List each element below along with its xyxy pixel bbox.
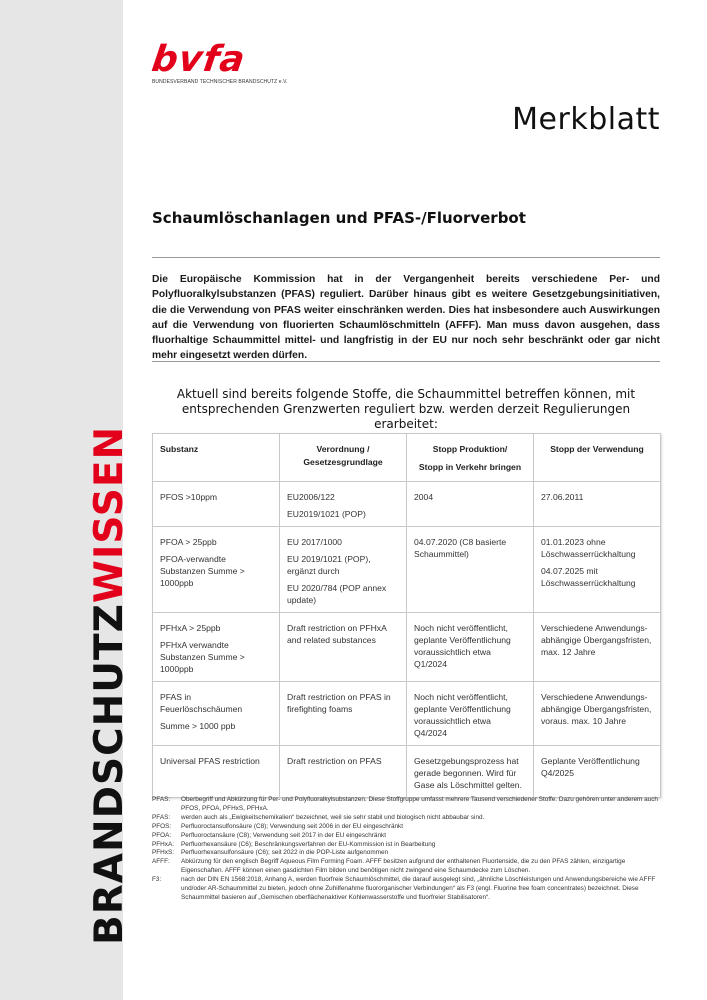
table-row — [153, 527, 661, 613]
footnote-text: Perfluoroctansäure (C8); Verwendung seit 2017 in der EU eingeschränkt — [181, 831, 386, 839]
header-verordnung-line2: Gesetzesgrundlage — [303, 457, 383, 467]
cell-verordnung — [280, 746, 407, 798]
cell-verordnung — [280, 682, 407, 746]
logo-wordmark: bvfa — [149, 39, 249, 80]
cell-verordnung — [280, 527, 407, 613]
cell-verwendung — [534, 746, 661, 798]
cell-text: PFOA-verwandte Substanzen Summe > 1000ppb — [160, 554, 245, 588]
footnote — [152, 796, 664, 814]
footnote — [152, 823, 664, 832]
cell-verwendung — [534, 613, 661, 682]
cell-substanz — [153, 527, 280, 613]
cell-verwendung — [534, 482, 661, 527]
cell-text: PFHxA verwandte Substanzen Summe > 1000ppb — [160, 640, 245, 674]
cell-text: EU 2017/1000 — [287, 537, 342, 547]
cell-substanz — [153, 613, 280, 682]
cell-text: EU2006/122 — [287, 492, 335, 502]
sidebar-title-dark: BRANDSCHUTZ — [87, 603, 132, 945]
cell-text: PFHxA > 25ppb — [160, 623, 221, 633]
divider-top — [152, 257, 660, 258]
document-title: Schaumlöschanlagen und PFAS-/Fluorverbot — [152, 209, 526, 227]
cell-text: 27.06.2011 — [541, 492, 584, 502]
footnotes — [152, 796, 664, 903]
header-produktion-line1: Stopp Produktion/ — [432, 444, 508, 454]
header-verordnung-line1: Verordnung / — [316, 444, 370, 454]
footnote-abbr: PFOA: — [152, 831, 172, 839]
cell-text: EU 2019/1021 (POP), ergänzt durch — [287, 554, 371, 576]
cell-text: PFAS in Feuerlöschschäumen — [160, 692, 243, 714]
cell-text: EU2019/1021 (POP) — [287, 509, 366, 519]
table-row — [153, 682, 661, 746]
footnote-text: Perfluorhexansulfonsäure (C6); seit 2022 in die POP-Liste aufgenommen — [181, 849, 389, 857]
footnote — [152, 858, 664, 876]
cell-text: Draft restriction on PFAS — [287, 756, 382, 766]
cell-text: PFOS >10ppm — [160, 492, 218, 502]
cell-text: EU 2020/784 (POP annex update) — [287, 583, 387, 605]
sidebar-title-red: WISSEN — [87, 425, 132, 604]
cell-substanz — [153, 482, 280, 527]
header-verordnung — [280, 434, 407, 482]
table-row — [153, 613, 661, 682]
cell-text: 01.01.2023 ohne Löschwasserrückhaltung — [541, 537, 636, 559]
header-produktion-line2: Stopp in Verkehr bringen — [418, 462, 522, 472]
cell-text: Universal PFAS restriction — [160, 756, 260, 766]
cell-text: Verschiedene Anwendungs-abhängige Übergangsfristen, max. 12 Jahre — [541, 623, 652, 657]
cell-verordnung — [280, 482, 407, 527]
cell-text: Draft restriction on PFAS in firefighting foams — [287, 692, 391, 714]
cell-produktion — [407, 482, 534, 527]
footnote-abbr: PFAS: — [152, 813, 171, 821]
sidebar-vertical-title — [87, 425, 132, 945]
cell-text: Geplante Veröffentlichung Q4/2025 — [541, 756, 640, 778]
divider-bottom — [152, 361, 660, 362]
footnote — [152, 841, 664, 850]
footnote-text: Perfluoroctansulfonsäure (C8); Verwendung seit 2006 in der EU eingeschränkt — [181, 822, 404, 830]
cell-text: 04.07.2020 (C8 basierte Schaummittel) — [414, 537, 507, 559]
cell-produktion — [407, 746, 534, 798]
lead-line-1: Aktuell sind bereits folgende Stoffe, die Schaummittel betreffen können, mit — [176, 387, 636, 401]
cell-substanz — [153, 682, 280, 746]
cell-substanz — [153, 746, 280, 798]
intro-paragraph: Die Europäische Kommission hat in der Vergangenheit bereits verschiedene Per- und Polyfluoralkylsubstanzen (PFAS) reguliert. Darüber hinaus gibt es weitere Gesetzgebungsinitiativen, die die Verwendung von PFAS weiter einschränken werden. Dies hat insbesondere auch Auswirkungen auf die Verwendung von fluorierten Schaumlöschmitteln (AFFF). Man muss davon ausgehen, dass fluorhaltige Schaummittel mittel- und langfristig in der EU nur noch sehr beschränkt oder gar nicht mehr eingesetzt werden dürfen. — [152, 274, 660, 362]
header-stopp-verwendung: Stopp der Verwendung — [534, 434, 661, 482]
table-row — [153, 746, 661, 798]
lead-line-2: entsprechenden Grenzwerten reguliert bzw. werden derzeit Regulierungen erarbeitet: — [181, 402, 631, 431]
cell-produktion — [407, 527, 534, 613]
regulation-table — [152, 433, 661, 798]
cell-produktion — [407, 613, 534, 682]
cell-produktion — [407, 682, 534, 746]
cell-verwendung — [534, 527, 661, 613]
footnote — [152, 849, 664, 858]
header-stopp-produktion — [407, 434, 534, 482]
footnote-abbr: PFOS: — [152, 822, 172, 830]
table-header-row — [153, 434, 661, 482]
cell-text: Noch nicht veröffentlicht, geplante Veröffentlichung voraussichtlich etwa Q4/2024 — [414, 692, 511, 738]
cell-text: 2004 — [414, 492, 434, 502]
cell-text: Verschiedene Anwendungs-abhängige Übergangsfristen, voraus. max. 10 Jahre — [541, 692, 652, 726]
sidebar — [0, 0, 132, 1000]
footnote-abbr: AFFF: — [152, 858, 170, 866]
cell-verordnung — [280, 613, 407, 682]
footnote-abbr: PFHxA: — [152, 840, 175, 848]
table-lead-text — [152, 387, 660, 432]
header-substanz: Substanz — [153, 434, 280, 482]
footnote — [152, 832, 664, 841]
cell-verwendung — [534, 682, 661, 746]
cell-text: Summe > 1000 ppb — [160, 721, 236, 731]
logo-subtitle: BUNDESVERBAND TECHNISCHER BRANDSCHUTZ e.V. — [152, 79, 288, 85]
footnote-text: werden auch als „Ewigkeitschemikalien“ bezeichnet, weil sie sehr stabil und biologisch nicht abbaubar sind. — [181, 813, 485, 821]
cell-text: PFOA > 25ppb — [160, 537, 217, 547]
footnote-text: Abkürzung für den englisch Begriff Aqueous Film Forming Foam. AFFF besitzen aufgrund der enthaltenen Fluortenside, die zu den PFAS zählen, einzigartige Eigenschaften. AFFF können einen gasdichten Film bilden und benötigen nicht zwingend eine Schaumdecke zum Löschen. — [181, 858, 626, 875]
footnote — [152, 814, 664, 823]
footnote-abbr: PFHxS: — [152, 849, 175, 857]
bvfa-logo — [149, 39, 288, 85]
cell-text: Gesetzgebungsprozess hat gerade begonnen. Wird für Gase als Löschmittel gelten. — [414, 756, 522, 790]
footnote-abbr: PFAS: — [152, 796, 171, 803]
cell-text: Draft restriction on PFHxA and related substances — [287, 623, 387, 645]
cell-text: Noch nicht veröffentlicht, geplante Veröffentlichung voraussichtlich etwa Q1/2024 — [414, 623, 511, 669]
footnote-text: nach der DIN EN 1568:2018, Anhang A, werden fluorfreie Schaumlöschmittel, die darauf ausgelegt sind, „ähnliche Löschleistungen und Anwendungsbereiche wie AFFF und/oder AR-Schaummittel zu bieten, jedoch ohne Zuhilfenahme fluororganischer Verbindungen“ als F3 (engl. Fluorine free foam concentrates) bezeichnet. Diese Schaummittel basieren auf „Gemischen oberflächenaktiver Kohlenwasserstoffe und fluorfreier Stabilisatoren“. — [181, 876, 656, 901]
footnote — [152, 876, 664, 903]
footnote-text: Perfluorhexansäure (C6); Beschränkungsverfahren der EU-Kommission ist in Bearbeitung — [181, 840, 436, 848]
document-type: Merkblatt — [512, 102, 660, 137]
footnote-abbr: F3: — [152, 876, 162, 884]
table-row — [153, 482, 661, 527]
cell-text: 04.07.2025 mit Löschwasserrückhaltung — [541, 566, 636, 588]
footnote-text: Oberbegriff und Abkürzung für Per- und Polyfluoralkylsubstanzen. Diese Stoffgruppe umfasst mehrere Tausend verschiedener Stoffe. Dazu gehören unter anderem auch PFOS, PFOA, PFHxS, PFHxA. — [181, 796, 658, 812]
